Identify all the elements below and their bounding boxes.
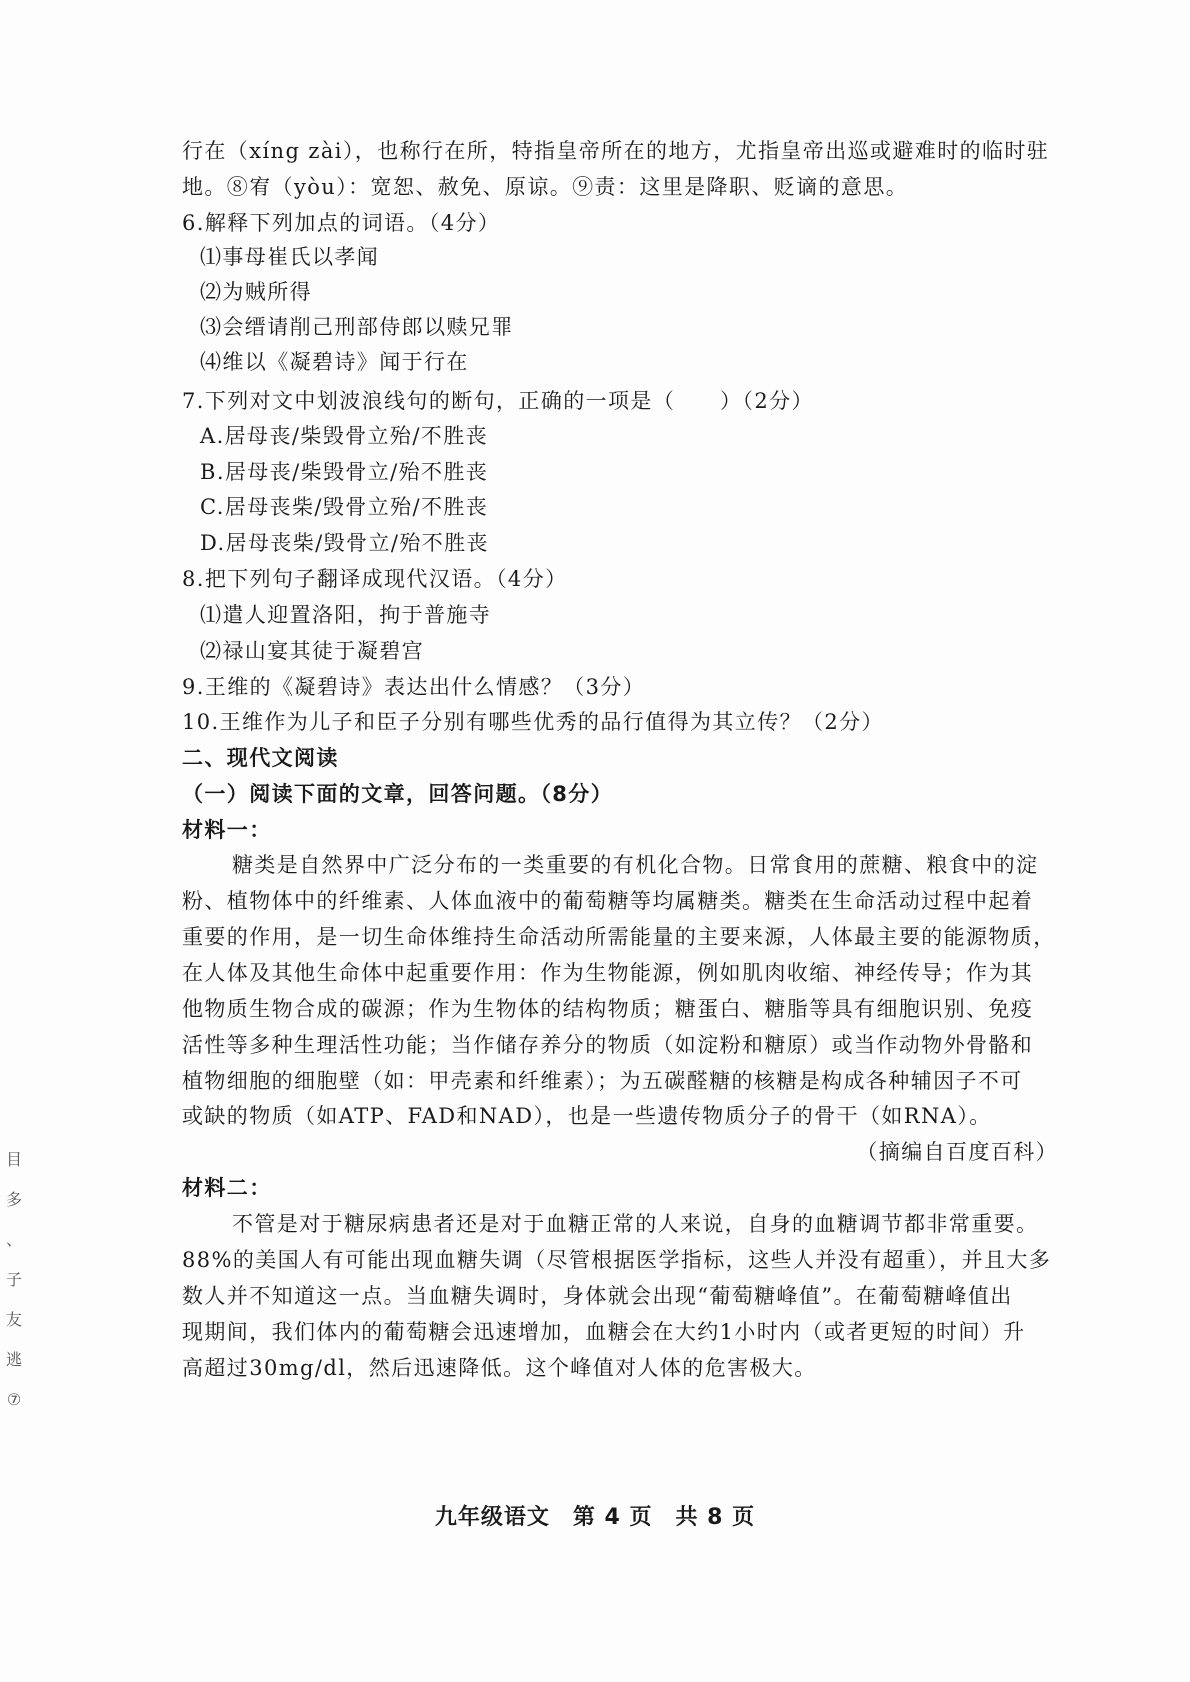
question-6-item: ⑷维以《凝碧诗》闻于行在	[200, 350, 469, 374]
question-8-stem: 8.把下列句子翻译成现代汉语。（4分）	[182, 567, 568, 591]
note-line: 地。⑧宥（yòu）：宽恕、赦免、原谅。⑨责：这里是降职、贬谪的意思。	[182, 175, 909, 199]
material-1-line: 糖类是自然界中广泛分布的一类重要的有机化合物。日常食用的蔗糖、粮食中的淀	[232, 853, 1039, 877]
question-9: 9.王维的《凝碧诗》表达出什么情感？（3分）	[182, 675, 646, 699]
margin-note: 目	[5, 1150, 22, 1169]
question-6-stem: 6.解释下列加点的词语。（4分）	[182, 211, 501, 235]
margin-notes	[2, 1140, 26, 1420]
material-1-line: 或缺的物质（如ATP、FAD和NAD），也是一些遗传物质分子的骨干（如RNA）。	[182, 1104, 992, 1128]
material-2-line: 不管是对于糖尿病患者还是对于血糖正常的人来说，自身的血糖调节都非常重要。	[232, 1212, 1039, 1236]
material-1-line: 重要的作用，是一切生命体维持生命活动所需能量的主要来源，人体最主要的能源物质，	[182, 925, 1056, 949]
material-2-label: 材料二：	[182, 1176, 272, 1200]
material-1-line: 在人体及其他生命体中起重要作用：作为生物能源，例如肌肉收缩、神经传导；作为其	[182, 961, 1034, 985]
page-footer: 九年级语文 第 4 页 共 8 页	[434, 1505, 756, 1530]
question-10: 10.王维作为儿子和臣子分别有哪些优秀的品行值得为其立传？（2分）	[182, 710, 884, 734]
question-6-item: ⑶会缙请削己刑部侍郎以赎兄罪	[200, 315, 514, 339]
section-2-title: 二、现代文阅读	[182, 746, 339, 770]
material-1-source: （摘编自百度百科）	[856, 1140, 1058, 1164]
question-8-item: ⑴遣人迎置洛阳，拘于普施寺	[200, 603, 492, 627]
note-line: 行在（xíng zài），也称行在所，特指皇帝所在的地方，尤指皇帝出巡或避难时的临时驻	[182, 139, 1050, 163]
material-2-line: 88%的美国人有可能出现血糖失调（尽管根据医学指标，这些人并没有超重），并且大多	[182, 1248, 1052, 1272]
section-2-subtitle: （一）阅读下面的文章，回答问题。（8分）	[182, 782, 614, 806]
material-2-line: 现期间，我们体内的葡萄糖会迅速增加，血糖会在大约1小时内（或者更短的时间）升	[182, 1320, 1026, 1344]
material-1-line: 他物质生物合成的碳源；作为生物体的结构物质；糖蛋白、糖脂等具有细胞识别、免疫	[182, 997, 1034, 1021]
material-2-line: 高超过30mg/dl，然后迅速降低。这个峰值对人体的危害极大。	[182, 1356, 817, 1380]
material-2-line: 数人并不知道这一点。当血糖失调时，身体就会出现“葡萄糖峰值”。在葡萄糖峰值出	[182, 1284, 1013, 1308]
margin-note: 逃	[5, 1350, 22, 1369]
margin-note: 友	[5, 1310, 22, 1329]
question-7-option-c: C.居母丧柴/毁骨立殆/不胜丧	[200, 495, 489, 519]
question-6-item: ⑴事母崔氏以孝闻	[200, 245, 380, 269]
material-1-line: 活性等多种生理活性功能；当作储存养分的物质（如淀粉和糖原）或当作动物外骨骼和	[182, 1033, 1034, 1057]
material-1-label: 材料一：	[182, 818, 272, 842]
question-6-item: ⑵为贼所得	[200, 280, 312, 304]
margin-note: ⑦	[6, 1390, 22, 1409]
margin-note: 、	[5, 1230, 22, 1249]
question-7-option-a: A.居母丧/柴毁骨立殆/不胜丧	[200, 424, 488, 448]
question-8-item: ⑵禄山宴其徒于凝碧宫	[200, 639, 424, 663]
margin-note: 子	[5, 1270, 22, 1289]
question-7-stem: 7.下列对文中划波浪线句的断句，正确的一项是（ ）（2分）	[182, 389, 814, 413]
material-1-line: 粉、植物体中的纤维素、人体血液中的葡萄糖等均属糖类。糖类在生命活动过程中起着	[182, 889, 1034, 913]
question-7-option-d: D.居母丧柴/毁骨立/殆不胜丧	[200, 531, 489, 555]
question-7-option-b: B.居母丧/柴毁骨立/殆不胜丧	[200, 460, 489, 484]
material-1-line: 植物细胞的细胞壁（如：甲壳素和纤维素）；为五碳醛糖的核糖是构成各种辅因子不可	[182, 1069, 1023, 1093]
margin-note: 多	[5, 1190, 22, 1209]
